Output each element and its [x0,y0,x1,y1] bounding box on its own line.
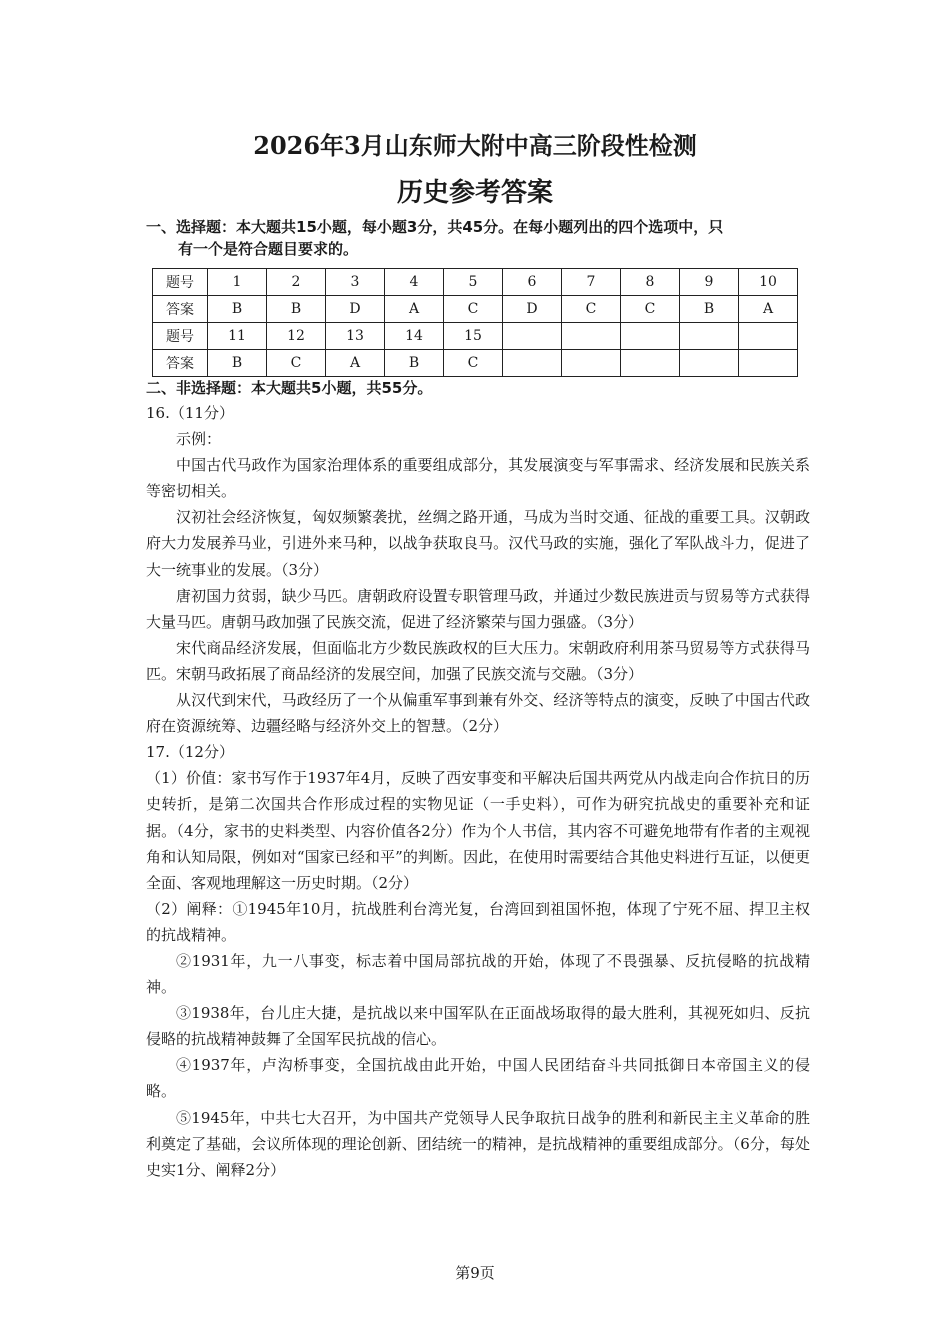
answer-table-cell: C [621,296,680,323]
answer-table-cell: A [385,296,444,323]
section-1-line2: 有一个是符合题目要求的。 [178,240,359,258]
answer-table-cell: 1 [208,269,267,296]
q16-number: 16.（11分） [146,404,234,422]
answer-table-cell: 6 [503,269,562,296]
section-2-heading: 二、非选择题：本大题共5小题，共55分。 [146,379,433,397]
answer-table-cell: A [739,296,798,323]
answer-table-cell: 10 [739,269,798,296]
answer-table-cell [562,323,621,350]
answer-table-cell [621,350,680,377]
q17-item-5: ⑤1945年，中共七大召开，为中国共产党领导人民争取抗日战争的胜利和新民主主义革命的胜利奠定了基础，会议所体现的理论创新、团结统一的精神，是抗战精神的重要组成部分。（6分，每处史实1分、阐释2分） [146,1108,810,1179]
answer-table-cell: C [267,350,326,377]
answer-table-cell [503,323,562,350]
answer-table-cell: 2 [267,269,326,296]
answer-table-cell: 12 [267,323,326,350]
answer-table-cell [562,350,621,377]
answer-table-cell: 11 [208,323,267,350]
q17-item-2: ②1931年，九一八事变，标志着中国局部抗战的开始，体现了不畏强暴、反抗侵略的抗战精神。 [146,951,810,997]
answer-table-cell: 14 [385,323,444,350]
answer-table-row [153,323,798,350]
q16-paragraph-5: 从汉代到宋代，马政经历了一个从偏重军事到兼有外交、经济等特点的演变，反映了中国古代政府在资源统筹、边疆经略与经济外交上的智慧。（2分） [146,691,810,736]
answer-table-cell: C [562,296,621,323]
q16-paragraph-4: 宋代商品经济发展，但面临北方少数民族政权的巨大压力。宋朝政府利用茶马贸易等方式获得马匹。宋朝马政拓展了商品经济的发展空间，加强了民族交流与交融。（3分） [146,638,810,683]
answer-table-cell [680,350,739,377]
answer-table-cell: 9 [680,269,739,296]
answer-table-cell [503,350,562,377]
answer-table-header-cell: 题号 [153,269,208,296]
answer-table-row [153,269,798,296]
answer-table-cell: B [208,350,267,377]
q16-label: 示例： [176,430,222,449]
exam-title: 2026年3月山东师大附中高三阶段性检测 [253,131,697,160]
answer-table-cell: D [326,296,385,323]
answer-table-cell: 15 [444,323,503,350]
q17-item-4: ④1937年，卢沟桥事变，全国抗战由此开始，中国人民团结奋斗共同抵御日本帝国主义的侵略。 [146,1056,810,1101]
q17-number: 17.（12分） [146,743,234,762]
answer-table-cell: 3 [326,269,385,296]
q17-part-1: （1）价值：家书写作于1937年4月，反映了西安事变和平解决后国共两党从内战走向合作抗日的历史转折，是第二次国共合作形成过程的实物见证（一手史料），可作为研究抗战史的重要补充和证据。（4分，家书的史料类型、内容价值各2分）作为个人书信，其内容不可避免地带有作者的主观视角和认知局限，例如对“国家已经和平”的判断。因此，在使用时需要结合其他史料进行互证，以便更全面、客观地理解这一历史时期。（2分） [146,769,810,892]
answer-table-cell [739,323,798,350]
answer-table-row [153,296,798,323]
answer-table-cell: 7 [562,269,621,296]
answer-table-header-cell: 题号 [153,323,208,350]
answer-table-cell: C [444,296,503,323]
answer-table-cell: 13 [326,323,385,350]
q17-part-2-intro: （2）阐释：①1945年10月，抗战胜利台湾光复，台湾回到祖国怀抱，体现了宁死不屈、捍卫主权的抗战精神。 [146,899,810,944]
q17-item-3: ③1938年，台儿庄大捷，是抗战以来中国军队在正面战场取得的最大胜利，其视死如归、反抗侵略的抗战精神鼓舞了全国军民抗战的信心。 [146,1004,810,1049]
section-1-line1: 一、选择题：本大题共15小题，每小题3分，共45分。在每小题列出的四个选项中，只 [146,218,724,236]
answer-table-header-cell: 答案 [153,350,208,377]
answer-table-cell: 4 [385,269,444,296]
answer-table [152,268,798,377]
answer-table-cell [680,323,739,350]
q16-paragraph-3: 唐初国力贫弱，缺少马匹。唐朝政府设置专职管理马政，并通过少数民族进贡与贸易等方式获得大量马匹。唐朝马政加强了民族交流，促进了经济繁荣与国力强盛。（3分） [146,586,810,631]
answer-table-row [153,350,798,377]
answer-table-cell: 5 [444,269,503,296]
answer-table-cell: A [326,350,385,377]
q16-paragraph-1: 中国古代马政作为国家治理体系的重要组成部分，其发展演变与军事需求、经济发展和民族关系等密切相关。 [146,456,810,501]
answers-body [146,400,810,1183]
q16-paragraph-2: 汉初社会经济恢复，匈奴频繁袭扰，丝绸之路开通，马成为当时交通、征战的重要工具。汉朝政府大力发展养马业，引进外来马种，以战争获取良马。汉代马政的实施，强化了军队战斗力，促进了大一统事业的发展。（3分） [146,508,810,579]
answer-table-header-cell: 答案 [153,296,208,323]
section-1-heading [146,216,814,260]
answer-table-cell: B [208,296,267,323]
answer-table-cell: B [680,296,739,323]
answer-table-cell [739,350,798,377]
answer-table-cell [621,323,680,350]
answer-table-cell: D [503,296,562,323]
answer-table-cell: B [385,350,444,377]
page-number: 第9页 [455,1264,495,1282]
answer-table-cell: C [444,350,503,377]
answer-key-title: 历史参考答案 [396,178,553,208]
answer-table-cell: B [267,296,326,323]
answer-table-cell: 8 [621,269,680,296]
